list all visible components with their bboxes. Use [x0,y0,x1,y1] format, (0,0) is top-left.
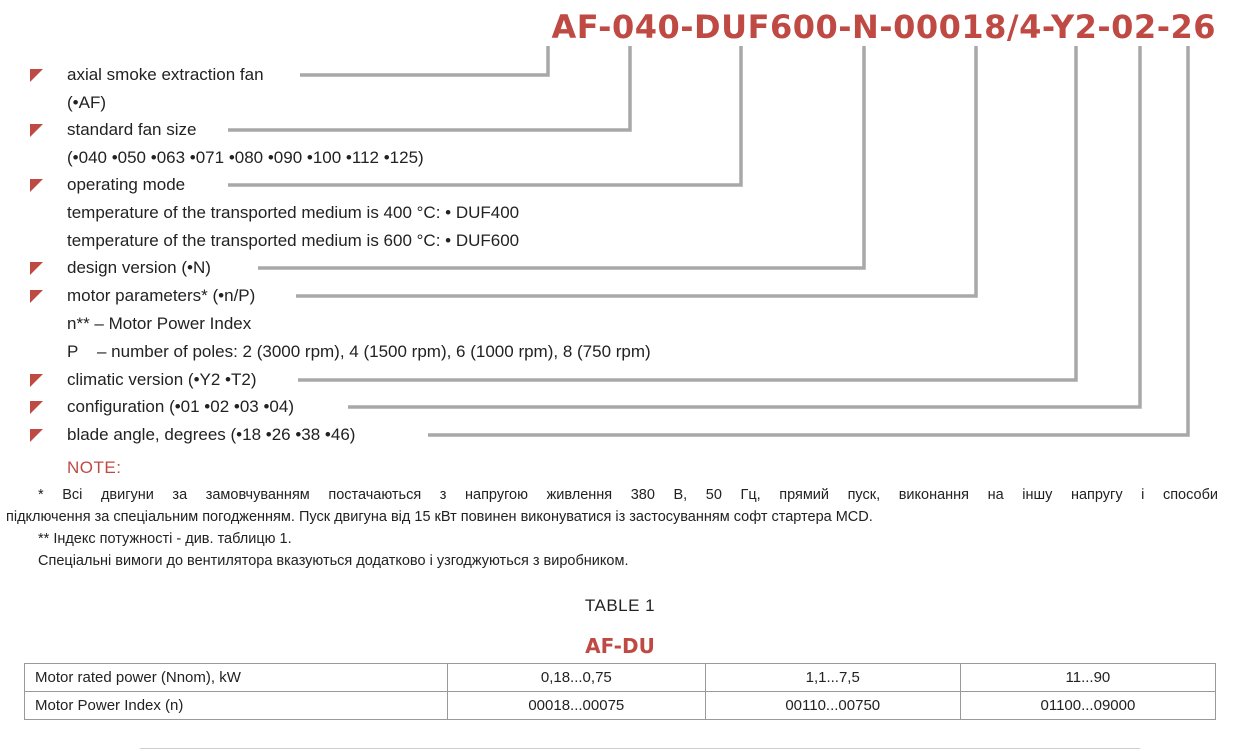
red-triangle-bullet-icon [30,290,43,303]
table-title: TABLE 1 [584,596,656,615]
connector-line-motor [296,46,976,296]
red-triangle-bullet-icon [30,124,43,137]
motor-power-table [24,663,1216,720]
red-triangle-bullet-icon [30,401,43,414]
poles-letter: P [67,342,79,361]
note-line-3: Спеціальні вимоги до вентилятора вказуються додатково і узгоджуються з виробником. [38,553,629,569]
code-separator: - [1041,8,1051,46]
note-line-1a: * Всі двигуни за замовчуванням постачаються з напругою живлення 380 В, 50 Гц, прямий пуск, виконання на іншу напругу і способи [38,487,1218,503]
table-cell: 11...90 [960,664,1215,692]
note-line-2: ** Індекс потужності - див. таблицю 1. [38,531,292,547]
connector-line-type [300,46,548,75]
poles-line [67,342,651,362]
item-label: motor parameters* (•n/P) [67,286,259,306]
connector-line-size [228,46,630,130]
table-row [25,692,1216,720]
item-label: configuration (•01 •02 •03 •04) [67,397,298,417]
code-segment-configuration: 02 [1111,8,1157,46]
code-segment-blade-angle: 26 [1170,8,1216,46]
table-row [25,664,1216,692]
item-label: axial smoke extraction fan [67,65,268,85]
red-triangle-bullet-icon [30,262,43,275]
code-separator: - [1156,8,1171,46]
table-model-name: AF-DU [585,634,655,658]
code-separator: - [838,8,853,46]
item-subtext: (•AF) [67,93,106,112]
code-separator: - [879,8,894,46]
note-title: NOTE: [67,458,122,477]
red-triangle-bullet-icon [30,374,43,387]
table-row-header: Motor rated power (Nnom), kW [25,664,448,692]
red-triangle-bullet-icon [30,69,43,82]
poles-text: – number of poles: 2 (3000 rpm), 4 (1500 rpm), 6 (1000 rpm), 8 (750 rpm) [97,342,651,361]
code-segment-type: AF [551,8,599,46]
connector-line-blade-angle [428,46,1188,435]
item-subtext: temperature of the transported medium is 600 °C: • DUF600 [67,231,520,250]
code-separator: - [1097,8,1112,46]
item-label: standard fan size [67,120,200,140]
code-separator: - [680,8,695,46]
table-cell: 1,1...7,5 [705,664,960,692]
red-triangle-bullet-icon [30,429,43,442]
item-subtext: temperature of the transported medium is 400 °C: • DUF400 [67,203,520,222]
code-segment-size: 040 [611,8,681,46]
note-line-1b: підключення за спеціальним погодженням. Пуск двигуна від 15 кВт повинен виконуватися із застосуванням софт стартера MCD. [6,509,873,525]
code-segment-design: N [852,8,880,46]
item-subtext: n** – Motor Power Index [67,314,252,333]
table-cell: 00110...00750 [705,692,960,720]
table-cell: 00018...00075 [448,692,706,720]
code-segment-climatic: Y2 [1050,8,1098,46]
code-segment-motor: 00018/4 [893,8,1042,46]
table-row-header: Motor Power Index (n) [25,692,448,720]
item-subtext: (•040 •050 •063 •071 •080 •090 •100 •112 •125) [67,148,424,167]
item-label: blade angle, degrees (•18 •26 •38 •46) [67,425,359,445]
table-cell: 0,18...0,75 [448,664,706,692]
red-triangle-bullet-icon [30,179,43,192]
item-label: climatic version (•Y2 •T2) [67,370,261,390]
code-separator: - [598,8,612,46]
item-label: design version (•N) [67,258,215,278]
code-segment-mode: DUF600 [694,8,839,46]
table-cell: 01100...09000 [960,692,1215,720]
bottom-divider [140,748,1140,749]
item-label: operating mode [67,175,189,195]
